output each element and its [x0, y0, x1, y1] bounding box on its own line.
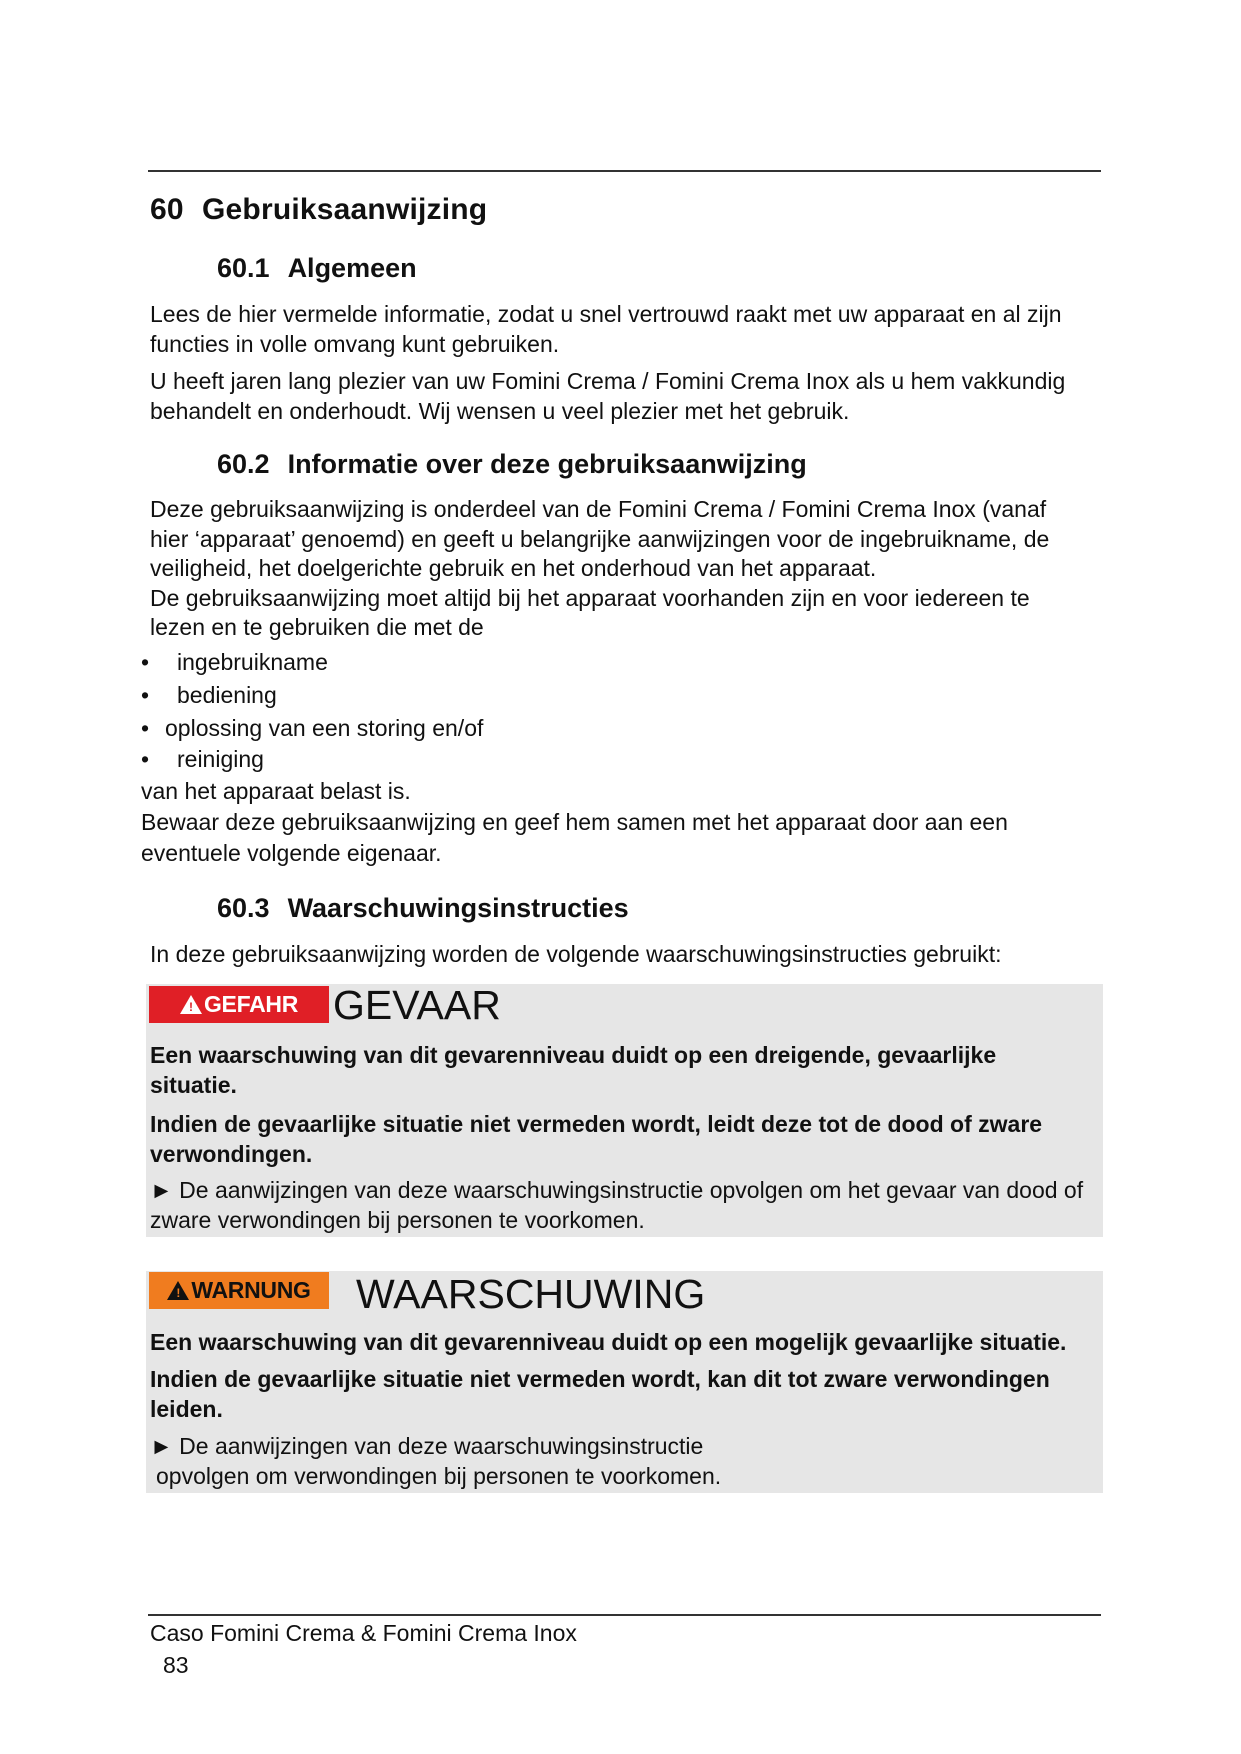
chapter-number: 60 — [150, 193, 184, 226]
warning-instruction-line-1: ► De aanwijzingen van deze waarschuwingsinstructie — [150, 1433, 704, 1459]
danger-statement: Een waarschuwing van dit gevarenniveau duidt op een dreigende, gevaarlijke situatie. — [150, 1042, 997, 1098]
section-heading-waarschuwing — [217, 893, 629, 924]
paragraph: Deze gebruiksaanwijzing is onderdeel van de Fomini Crema / Fomini Crema Inox (vanaf hier ‘apparaat’ genoemd) en geeft u belangrijke aanwijzingen voor de ingebruikname, de veiligheid, het doelgerichte gebruik en het onderhoud van het apparaat. — [150, 496, 1050, 581]
warning-consequence: Indien de gevaarlijke situatie niet vermeden wordt, kan dit tot zware verwondingen leiden. — [150, 1366, 1050, 1422]
danger-box — [146, 984, 1103, 1237]
section-body-informatie — [150, 495, 1110, 643]
section-body-after-list — [141, 777, 1071, 869]
section-heading-informatie — [217, 449, 807, 480]
section-number: 60.1 — [217, 253, 270, 283]
paragraph: U heeft jaren lang plezier van uw Fomini Crema / Fomini Crema Inox als u hem vakkundig behandelt en onderhoudt. Wij wensen u veel plezier met het gebruik. — [150, 368, 1066, 424]
section-number: 60.3 — [217, 893, 270, 923]
paragraph: Bewaar deze gebruiksaanwijzing en geef hem samen met het apparaat door aan een eventuele volgende eigenaar. — [141, 808, 1008, 866]
danger-badge: ! GEFAHR — [149, 986, 329, 1023]
chapter-title: Gebruiksaanwijzing — [202, 193, 488, 226]
bullet-list — [141, 648, 483, 774]
warning-statement: Een waarschuwing van dit gevarenniveau duidt op een mogelijk gevaarlijke situatie. — [150, 1329, 1067, 1355]
section-number: 60.2 — [217, 449, 270, 479]
paragraph: Lees de hier vermelde informatie, zodat u snel vertrouwd raakt met uw apparaat en al zijn functies in volle omvang kunt gebruiken. — [150, 301, 1062, 357]
section-body-waarschuwing — [150, 940, 1110, 970]
danger-word: GEVAAR — [333, 982, 501, 1028]
footer-title: Caso Fomini Crema & Fomini Crema Inox — [150, 1620, 577, 1646]
paragraph: De gebruiksaanwijzing moet altijd bij het apparaat voorhanden zijn en voor iedereen te lezen en te gebruiken die met de — [150, 584, 1030, 640]
footer-rule — [148, 1614, 1101, 1616]
section-title: Algemeen — [287, 253, 417, 283]
list-item: • oplossing van een storing en/of — [141, 715, 484, 741]
paragraph: van het apparaat belast is. — [141, 778, 411, 804]
header-rule — [148, 170, 1101, 172]
list-item: • bediening — [141, 682, 277, 708]
paragraph: In deze gebruiksaanwijzing worden de volgende waarschuwingsinstructies gebruikt: — [150, 941, 1002, 967]
warning-badge: ! WARNUNG — [149, 1272, 329, 1309]
danger-instruction: ► De aanwijzingen van deze waarschuwingsinstructie opvolgen om het gevaar van dood of zware verwondingen bij personen te voorkomen. — [150, 1177, 1084, 1233]
chapter-heading — [150, 193, 487, 227]
warning-box — [146, 1271, 1103, 1493]
page-number: 83 — [163, 1652, 189, 1678]
section-title: Waarschuwingsinstructies — [287, 893, 629, 923]
warning-triangle-icon: ! — [167, 1281, 189, 1300]
list-item: • ingebruikname — [141, 649, 328, 675]
danger-consequence: Indien de gevaarlijke situatie niet vermeden wordt, leidt deze tot de dood of zware verwondingen. — [150, 1111, 1043, 1167]
warning-word: WAARSCHUWING — [356, 1271, 706, 1317]
warning-instruction-line-2: opvolgen om verwondingen bij personen te voorkomen. — [156, 1463, 722, 1489]
section-title: Informatie over deze gebruiksaanwijzing — [287, 449, 807, 479]
section-body-algemeen — [150, 300, 1110, 426]
section-heading-algemeen — [217, 253, 417, 284]
list-item: • reiniging — [141, 746, 264, 772]
warning-triangle-icon: ! — [180, 995, 202, 1014]
